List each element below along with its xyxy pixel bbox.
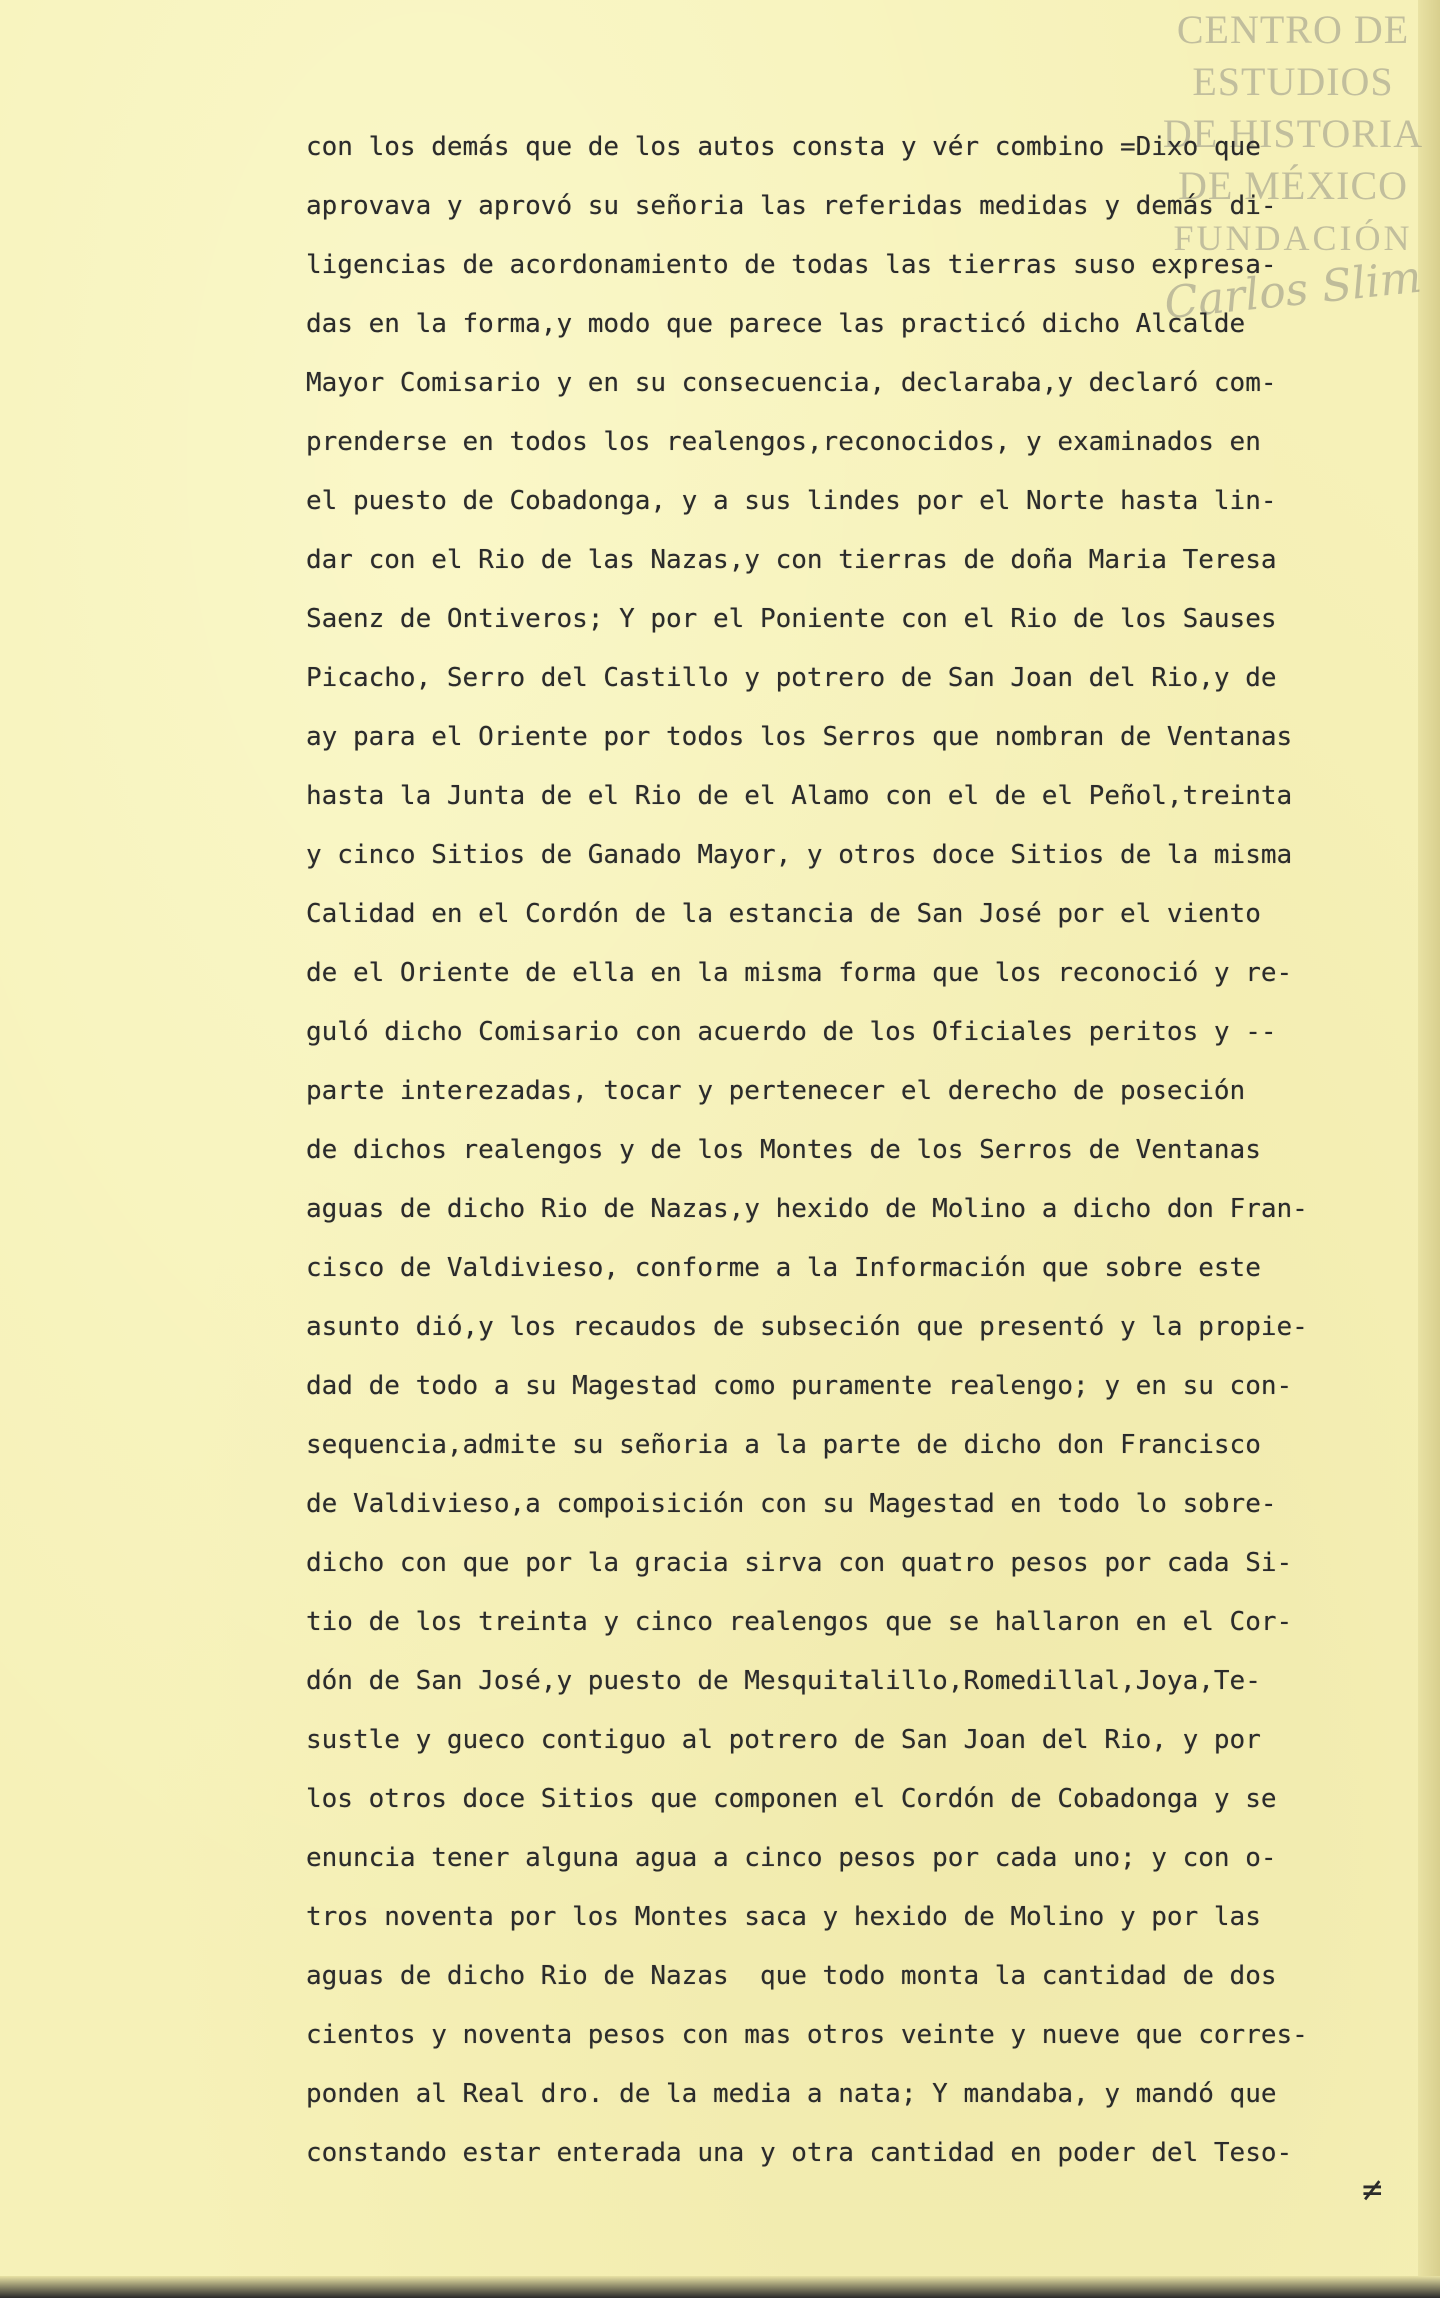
text-line-35: constando estar enterada una y otra cantidad en poder del Teso- [306,2138,1293,2168]
text-line-21: asunto dió,y los recaudos de subseción que presentó y la propie- [306,1312,1308,1342]
text-line-31: tros noventa por los Montes saca y hexido de Molino y por las [306,1902,1261,1932]
paper-edge-right [1418,0,1440,2298]
text-line-8: dar con el Rio de las Nazas,y con tierras de doña Maria Teresa [306,545,1277,575]
text-line-28: sustle y gueco contiguo al potrero de San Joan del Rio, y por [306,1725,1261,1755]
text-line-25: dicho con que por la gracia sirva con quatro pesos por cada Si- [306,1548,1293,1578]
text-line-33: cientos y noventa pesos con mas otros veinte y nueve que corres- [306,2020,1308,2050]
typed-text-block [306,118,1416,2178]
stamp-line-1: CENTRO DE [1176,7,1410,52]
stamp-line-5: FUNDACIÓN [1173,218,1413,258]
paper-edge-bottom [0,2276,1440,2298]
text-line-23: sequencia,admite su señoria a la parte de dicho don Francisco [306,1430,1261,1460]
text-line-6: prenderse en todos los realengos,reconocidos, y examinados en [306,427,1261,457]
stamp-line-3: DE HISTORIA [1162,111,1424,156]
text-line-9: Saenz de Ontiveros; Y por el Poniente con el Rio de los Sauses [306,604,1277,634]
text-line-10: Picacho, Serro del Castillo y potrero de San Joan del Rio,y de [306,663,1277,693]
stamp-line-2: ESTUDIOS [1192,59,1394,104]
text-line-16: guló dicho Comisario con acuerdo de los Oficiales peritos y -- [306,1017,1277,1047]
text-line-22: dad de todo a su Magestad como puramente realengo; y en su con- [306,1371,1293,1401]
text-line-19: aguas de dicho Rio de Nazas,y hexido de Molino a dicho don Fran- [306,1194,1308,1224]
text-line-18: de dichos realengos y de los Montes de los Serros de Ventanas [306,1135,1261,1165]
stamp-line-4: DE MÉXICO [1177,163,1409,208]
text-line-17: parte interezadas, tocar y pertenecer el derecho de poseción [306,1076,1246,1106]
text-line-15: de el Oriente de ella en la misma forma que los reconoció y re- [306,958,1293,988]
text-line-32: aguas de dicho Rio de Nazas que todo monta la cantidad de dos [306,1961,1277,1991]
text-line-26: tio de los treinta y cinco realengos que se hallaron en el Cor- [306,1607,1293,1637]
text-line-20: cisco de Valdivieso, conforme a la Información que sobre este [306,1253,1261,1283]
text-line-13: y cinco Sitios de Ganado Mayor, y otros doce Sitios de la misma [306,840,1293,870]
page-continuation-mark: ≠ [1362,2170,1383,2210]
text-line-2: aprovava y aprovó su señoria las referidas medidas y demás di- [306,191,1277,221]
text-line-30: enuncia tener alguna agua a cinco pesos por cada uno; y con o- [306,1843,1277,1873]
text-line-5: Mayor Comisario y en su consecuencia, declaraba,y declaró com- [306,368,1277,398]
text-line-4: das en la forma,y modo que parece las practicó dicho Alcalde [306,309,1246,339]
text-line-14: Calidad en el Cordón de la estancia de San José por el viento [306,899,1261,929]
text-line-11: ay para el Oriente por todos los Serros que nombran de Ventanas [306,722,1293,752]
text-line-3: ligencias de acordonamiento de todas las tierras suso expresa- [306,250,1277,280]
text-line-7: el puesto de Cobadonga, y a sus lindes por el Norte hasta lin- [306,486,1277,516]
text-line-24: de Valdivieso,a compoisición con su Magestad en todo lo sobre- [306,1489,1277,1519]
text-line-27: dón de San José,y puesto de Mesquitalillo,Romedillal,Joya,Te- [306,1666,1261,1696]
text-line-1: con los demás que de los autos consta y vér combino =Dixo que [306,132,1261,162]
text-line-29: los otros doce Sitios que componen el Cordón de Cobadonga y se [306,1784,1277,1814]
text-line-34: ponden al Real dro. de la media a nata; Y mandaba, y mandó que [306,2079,1277,2109]
stamp-signature: Carlos Slim [1161,251,1424,330]
text-line-12: hasta la Junta de el Rio de el Alamo con el de el Peñol,treinta [306,781,1293,811]
